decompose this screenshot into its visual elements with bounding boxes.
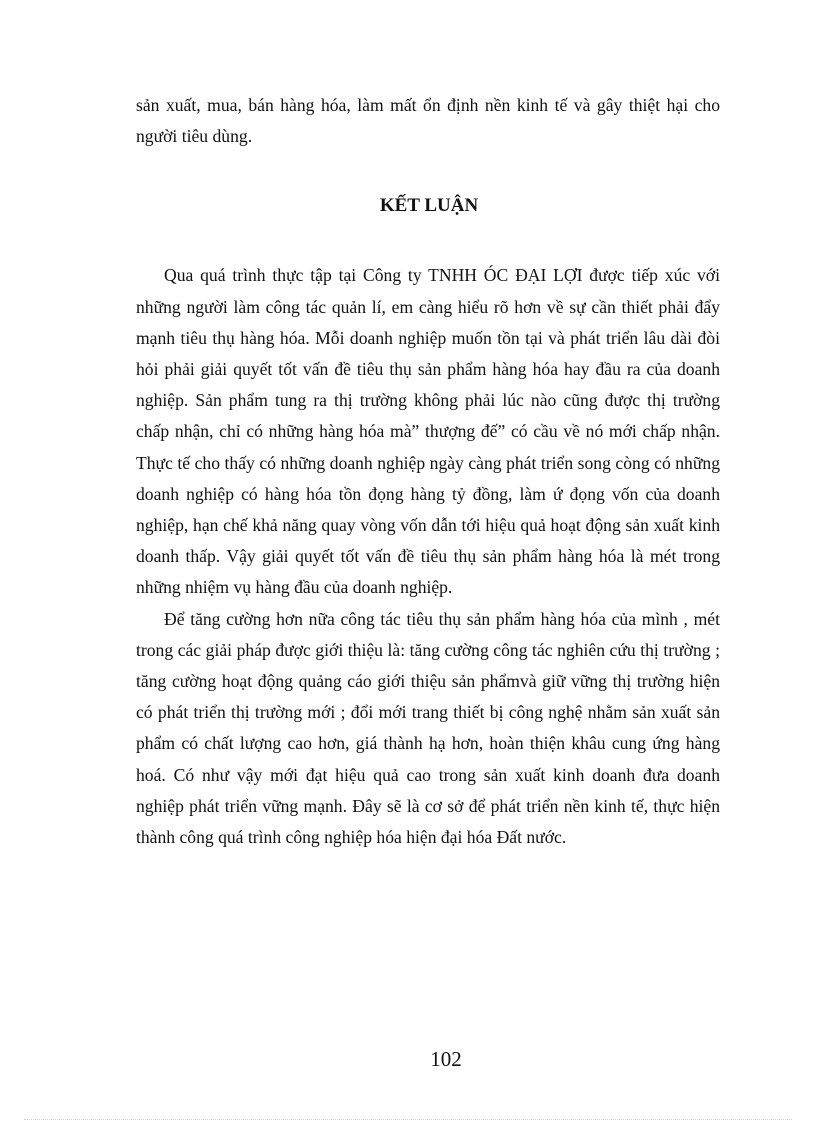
intro-paragraph: sản xuất, mua, bán hàng hóa, làm mất ổn định nền kinh tế và gây thiệt hại cho người tiêu dùng. [136, 95, 720, 147]
conclusion-paragraph-1: Qua quá trình thực tập tại Công ty TNHH ÓC ĐẠI LỢI được tiếp xúc với những người làm công tác quản lí, em càng hiểu rõ hơn về sự cần thiết phải đẩy mạnh tiêu thụ hàng hóa. Mỗi doanh nghiệp muốn tồn tại và phát triển lâu dài đòi hỏi phải giải quyết tốt vấn đề tiêu thụ sản phẩm hàng hóa hay đầu ra của doanh nghiệp. Sản phẩm tung ra thị trường không phải lúc nào cũng được thị trường chấp nhận, chỉ có những hàng hóa mà” thượng đế” có cầu về nó mới chấp nhận. Thực tế cho thấy có những doanh nghiệp ngày càng phát triển song còng có những doanh nghiệp có hàng hóa tồn đọng hàng tỷ đồng, làm ứ đọng vốn của doanh nghiệp, hạn chế khả năng quay vòng vốn dẫn tới hiệu quả hoạt động sản xuất kinh doanh thấp. Vậy giải quyết tốt vấn đề tiêu thụ sản phẩm hàng hóa là mét trong những nhiệm vụ hàng đầu của doanh nghiệp. [136, 265, 720, 598]
page-body [136, 90, 720, 853]
conclusion-paragraph-2: Để tăng cường hơn nữa công tác tiêu thụ sản phẩm hàng hóa của mình , mét trong các giải pháp được giới thiệu là: tăng cường công tác nghiên cứu thị trường ; tăng cường hoạt động quảng cáo giới thiệu sản phẩmvà giữ vững thị trường hiện có phát triển thị trường mới ; đổi mới trang thiết bị công nghệ nhằm sản xuất sản phẩm có chất lượng cao hơn, giá thành hạ hơn, hoàn thiện khâu cung ứng hàng hoá. Có như vậy mới đạt hiệu quả cao trong sản xuất kinh doanh đưa doanh nghiệp phát triển vững mạnh. Đây sẽ là cơ sở để phát triển nền kinh tế, thực hiện thành công quá trình công nghiệp hóa hiện đại hóa Đất nước. [136, 608, 720, 848]
footer-divider [24, 1119, 792, 1120]
section-title: KẾT LUẬN [379, 195, 479, 217]
page-number: 102 [430, 1047, 462, 1071]
